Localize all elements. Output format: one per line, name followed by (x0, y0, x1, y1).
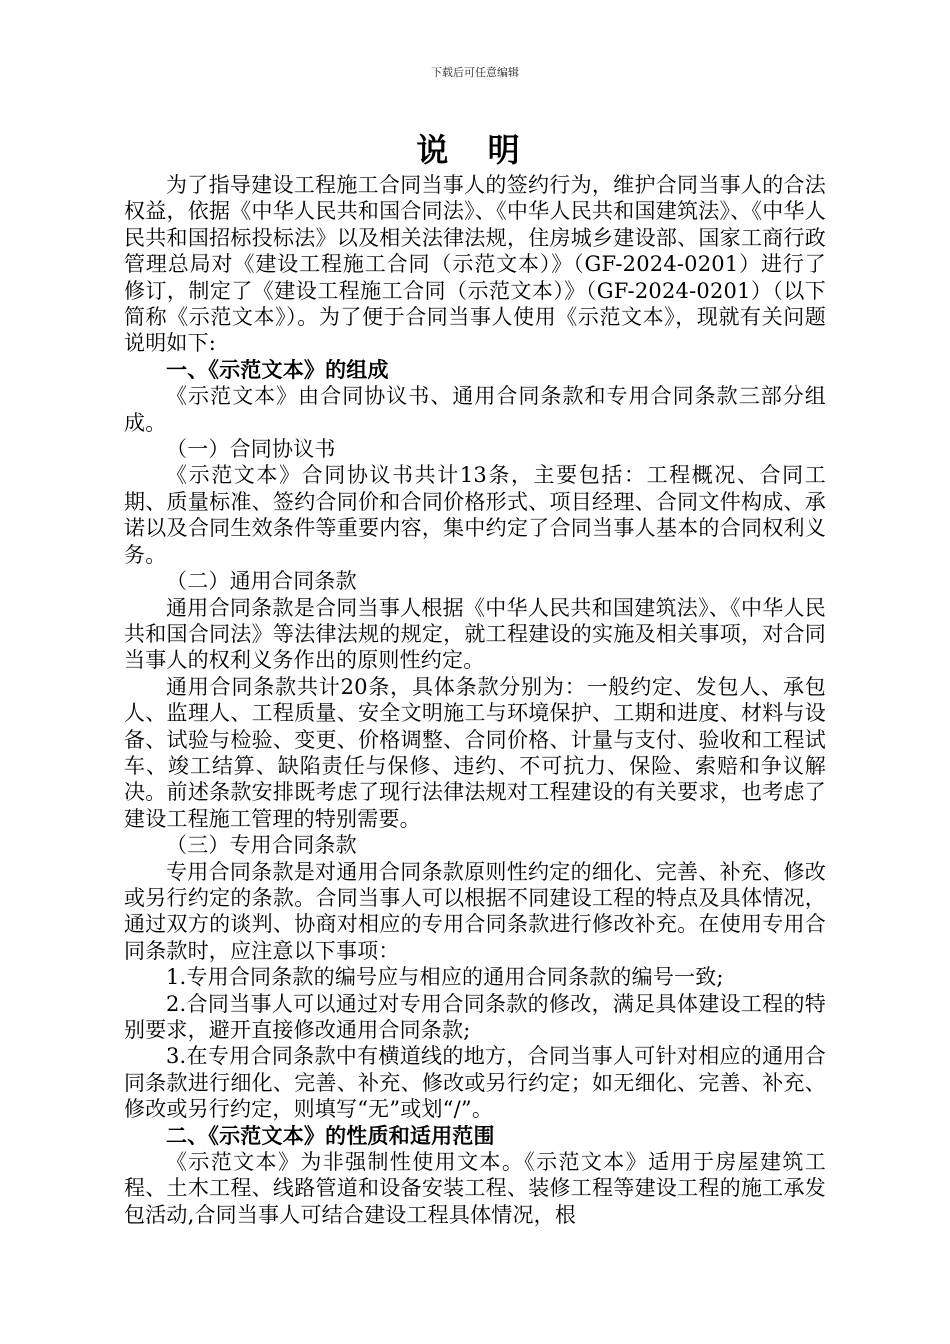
paragraph-nature-scope: 《示范文本》为非强制性使用文本。《示范文本》适用于房屋建筑工程、土木工程、线路管道和设备安装工程、装修工程等建设工程的施工承发包活动,合同当事人可结合建设工程具体情况，根 (124, 1150, 826, 1227)
paragraph-agreement: 《示范文本》合同协议书共计13条，主要包括：工程概况、合同工期、质量标准、签约合同价和合同价格形式、项目经理、合同文件构成、承诺以及合同生效条件等重要内容，集中约定了合同当事人基本的合同权利义务。 (124, 463, 826, 567)
subheading-special-terms: （三）专用合同条款 (166, 833, 357, 858)
section-heading-nature-scope: 二、《示范文本》的性质和适用范围 (166, 1122, 495, 1148)
subheading-agreement: （一）合同协议书 (166, 437, 336, 462)
paragraph-general-terms: 通用合同条款是合同当事人根据《中华人民共和国建筑法》、《中华人民共和国合同法》等法律法规的规定，就工程建设的实施及相关事项，对合同当事人的权利义务作出的原则性约定。 (124, 595, 826, 673)
subheading-general-terms: （二）通用合同条款 (166, 569, 357, 594)
paragraph-composition: 《示范文本》由合同协议书、通用合同条款和专用合同条款三部分组成。 (124, 384, 826, 435)
list-item: 1.专用合同条款的编号应与相应的通用合同条款的编号一致; (166, 965, 724, 990)
page-title: 说 明 (416, 131, 534, 169)
paragraph-general-terms-list: 通用合同条款共计20条，具体条款分别为：一般约定、发包人、承包人、监理人、工程质量、安全文明施工与环境保护、工期和进度、材料与设备、试验与检验、变更、价格调整、合同价格、计量与支付、验收和工程试车、竣工结算、缺陷责任与保修、违约、不可抗力、保险、索赔和争议解决。前述条款安排既考虑了现行法律法规对工程建设的有关要求，也考虑了建设工程施工管理的特别需要。 (124, 674, 826, 831)
list-item: 2.合同当事人可以通过对专用合同条款的修改，满足具体建设工程的特别要求，避开直接修改通用合同条款; (124, 991, 826, 1042)
paragraph-intro: 为了指导建设工程施工合同当事人的签约行为，维护合同当事人的合法权益，依据《中华人民共和国合同法》、《中华人民共和国建筑法》、《中华人民共和国招标投标法》以及相关法律法规，住房城乡建设部、国家工商行政管理总局对《建设工程施工合同（示范文本）》（GF-2024-0201）进行了修订，制定了《建设工程施工合同（示范文本）》（GF-2024-0201）（以下简称《示范文本》）。为了便于合同当事人使用《示范文本》，现就有关问题说明如下: (124, 173, 826, 356)
section-heading-composition: 一、《示范文本》的组成 (166, 356, 389, 382)
document-body (124, 172, 826, 1228)
list-item: 3.在专用合同条款中有横道线的地方，合同当事人可针对相应的通用合同条款进行细化、完善、补充、修改或另行约定；如无细化、完善、补充、修改或另行约定，则填写“无”或划“/”。 (124, 1044, 826, 1122)
paragraph-special-terms: 专用合同条款是对通用合同条款原则性约定的细化、完善、补充、修改或另行约定的条款。合同当事人可以根据不同建设工程的特点及具体情况，通过双方的谈判、协商对相应的专用合同条款进行修改补充。在使用专用合同条款时，应注意以下事项： (124, 859, 826, 963)
header-note: 下载后可任意编辑 (431, 66, 519, 79)
